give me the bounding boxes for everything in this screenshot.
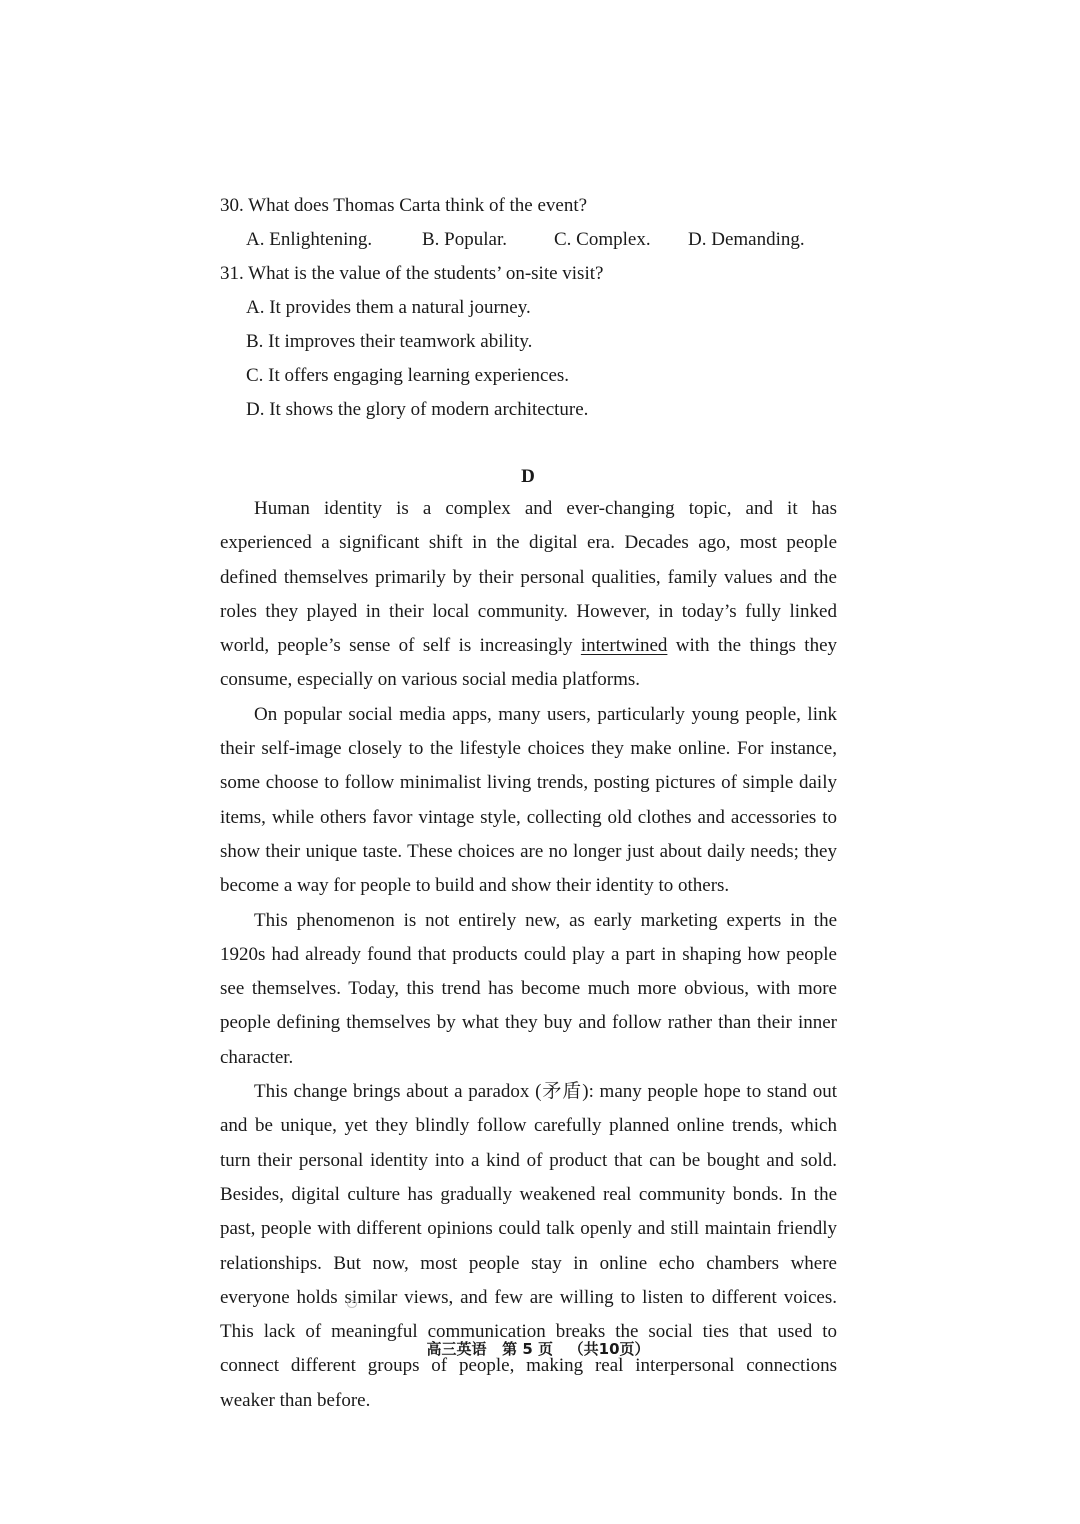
passage-paragraph-1	[220, 492, 837, 698]
question-30-option-d: D. Demanding.	[688, 229, 805, 250]
question-31-option-b: B. It improves their teamwork ability.	[246, 331, 533, 352]
question-30-option-a: A. Enlightening.	[246, 229, 373, 250]
question-31-option-d: D. It shows the glory of modern architecture.	[246, 399, 589, 420]
reading-passage	[220, 492, 837, 1418]
passage-paragraph-4: This change brings about a paradox (矛盾): many people hope to stand out and be unique, yet they blindly follow carefully planned online trends, which turn their personal identity into a kind of product that can be bought and sold. Besides, digital culture has gradually weakened real community bonds. In the past, people with different opinions could talk openly and still maintain friendly relationships. But now, most people stay in online echo chambers where everyone holds similar views, and few are willing to listen to different voices. This lack of meaningful communication breaks the social ties that used to connect different groups of people, making real interpersonal connections weaker than before.	[220, 1081, 837, 1411]
question-31-stem: 31. What is the value of the students’ on-site visit?	[220, 263, 604, 284]
paragraph-1-text-end: with the things they consume, especially on various social media platforms.	[220, 635, 838, 691]
passage-paragraph-2: On popular social media apps, many users, particularly young people, link their self-image closely to the lifestyle choices they make online. For instance, some choose to follow minimalist living trends, posting pictures of simple daily items, while others favor vintage style, collecting old clothes and accessories to show their unique taste. These choices are no longer just about daily needs; they become a way for people to build and show their identity to others.	[220, 703, 837, 897]
paragraph-1-text-start: Human identity is a complex and ever-changing topic, and it has experienced a significant shift in the digital era. Decades ago, most people defined themselves primarily by their personal qualities, family values and the roles they played in their local community. However, in today’s fully linked world, people’s sense of self is increasingly	[220, 498, 837, 657]
underlined-word: intertwined	[580, 635, 668, 657]
section-title: D	[521, 466, 535, 487]
question-31-option-c: C. It offers engaging learning experiences.	[246, 365, 570, 386]
question-30-option-c: C. Complex.	[554, 229, 651, 250]
scan-speck	[347, 1300, 357, 1308]
question-31-option-a: A. It provides them a natural journey.	[246, 297, 531, 318]
question-30-stem: 30. What does Thomas Carta think of the event?	[220, 195, 588, 216]
passage-paragraph-3: This phenomenon is not entirely new, as early marketing experts in the 1920s had already found that products could play a part in shaping how people see themselves. Today, this trend has become much more obvious, with more people defining themselves by what they buy and follow rather than their inner character.	[220, 909, 837, 1068]
page-footer: 高三英语 第 5 页 （共10页）	[426, 1340, 650, 1358]
question-30-option-b: B. Popular.	[422, 229, 507, 250]
